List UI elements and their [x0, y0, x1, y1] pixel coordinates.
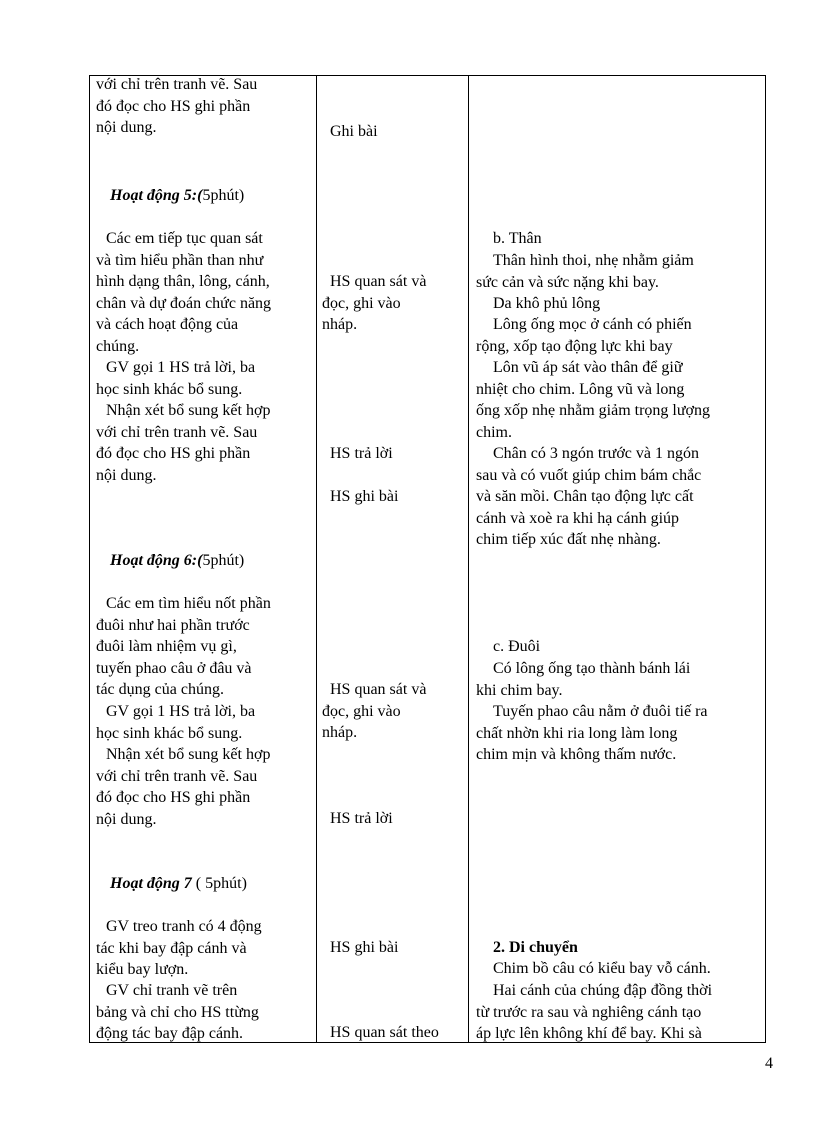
activity-5-heading: Hoạt động 5:(5phút) [110, 187, 245, 204]
activity-5-teacher-call: GV gọi 1 HS trả lời, ba học sinh khác bổ sung. [96, 359, 256, 398]
student-observe-2: HS quan sát và đọc, ghi vào nháp. [322, 681, 427, 741]
section-b-para-3: Lông ống mọc ở cánh có phiến rộng, xốp tạo động lực khi bay [476, 316, 692, 355]
student-answer-2: HS trả lời [330, 810, 393, 827]
activity-7-teacher-point: GV chỉ tranh vẽ trên bảng và chỉ cho HS ttừng động tác bay đập cánh. [96, 982, 259, 1042]
section-c-title: c. Đuôi [493, 638, 541, 655]
section-c-para-1: Có lông ống tạo thành bánh lái khi chim bay. [476, 660, 691, 699]
section-b-para-5: Chân có 3 ngón trước và 1 ngón sau và có vuốt giúp chim bám chắc và săn mồi. Chân tạo động lực cất cánh và xoè ra khi hạ cánh giúp chim tiếp xúc đất nhẹ nhàng. [476, 445, 702, 548]
activity-5-comment: Nhận xét bổ sung kết hợp với chỉ trên tranh vẽ. Sau đó đọc cho HS ghi phần nội dung. [96, 402, 271, 484]
section-b-para-4: Lôn vũ áp sát vào thân để giữ nhiệt cho chim. Lông vũ và long ống xốp nhẹ nhằm giảm trọng lượng chim. [476, 359, 710, 441]
section-b-para-2: Da khô phủ lông [493, 295, 601, 312]
section-b-para-1: Thân hình thoi, nhẹ nhằm giảm sức cản và sức nặng khi bay. [476, 252, 694, 291]
activity-6-body: Các em tìm hiểu nốt phần đuôi như hai phần trước đuôi làm nhiệm vụ gì, tuyến phao câu ở đâu và tác dụng của chúng. [96, 595, 271, 698]
section-2-para-2: Hai cánh của chúng đập đồng thời từ trước ra sau và nghiêng cánh tạo áp lực lên không khí để bay. Khi sà [476, 982, 713, 1042]
section-b-title: b. Thân [493, 230, 542, 247]
activity-5-body: Các em tiếp tục quan sát và tìm hiểu phần than như hình dạng thân, lông, cánh, chân và dự đoán chức năng và cách hoạt động của chúng. [96, 230, 272, 355]
activity-7-body: GV treo tranh có 4 động tác khi bay đập cánh và kiểu bay lượn. [96, 918, 262, 978]
column-divider-1 [316, 75, 317, 1043]
intro-text: với chỉ trên tranh vẽ. Sau đó đọc cho HS ghi phần nội dung. [96, 76, 258, 136]
activity-6-comment: Nhận xét bổ sung kết hợp với chỉ trên tranh vẽ. Sau đó đọc cho HS ghi phần nội dung. [96, 746, 271, 828]
section-2-para-1: Chim bồ câu có kiểu bay vỗ cánh. [493, 960, 711, 977]
activity-7-heading: Hoạt động 7 ( 5phút) [110, 875, 247, 892]
activity-6-heading: Hoạt động 6:(5phút) [110, 552, 245, 569]
student-observe-3: HS quan sát theo [330, 1024, 439, 1041]
student-observe-1: HS quan sát và đọc, ghi vào nháp. [322, 273, 427, 333]
section-2-title: 2. Di chuyển [493, 939, 578, 956]
activity-6-teacher-call: GV gọi 1 HS trả lời, ba học sinh khác bổ sung. [96, 703, 256, 742]
student-answer-1: HS trả lời [330, 445, 393, 462]
page-number: 4 [765, 1055, 773, 1072]
section-c-para-2: Tuyến phao câu nằm ở đuôi tiế ra chất nhờn khi ria long làm long chim mịn và không thấm nước. [476, 703, 708, 763]
column-divider-2 [468, 75, 469, 1043]
student-note-3: HS ghi bài [330, 939, 399, 956]
student-note-1: Ghi bài [330, 123, 378, 140]
student-note-2: HS ghi bài [330, 488, 399, 505]
